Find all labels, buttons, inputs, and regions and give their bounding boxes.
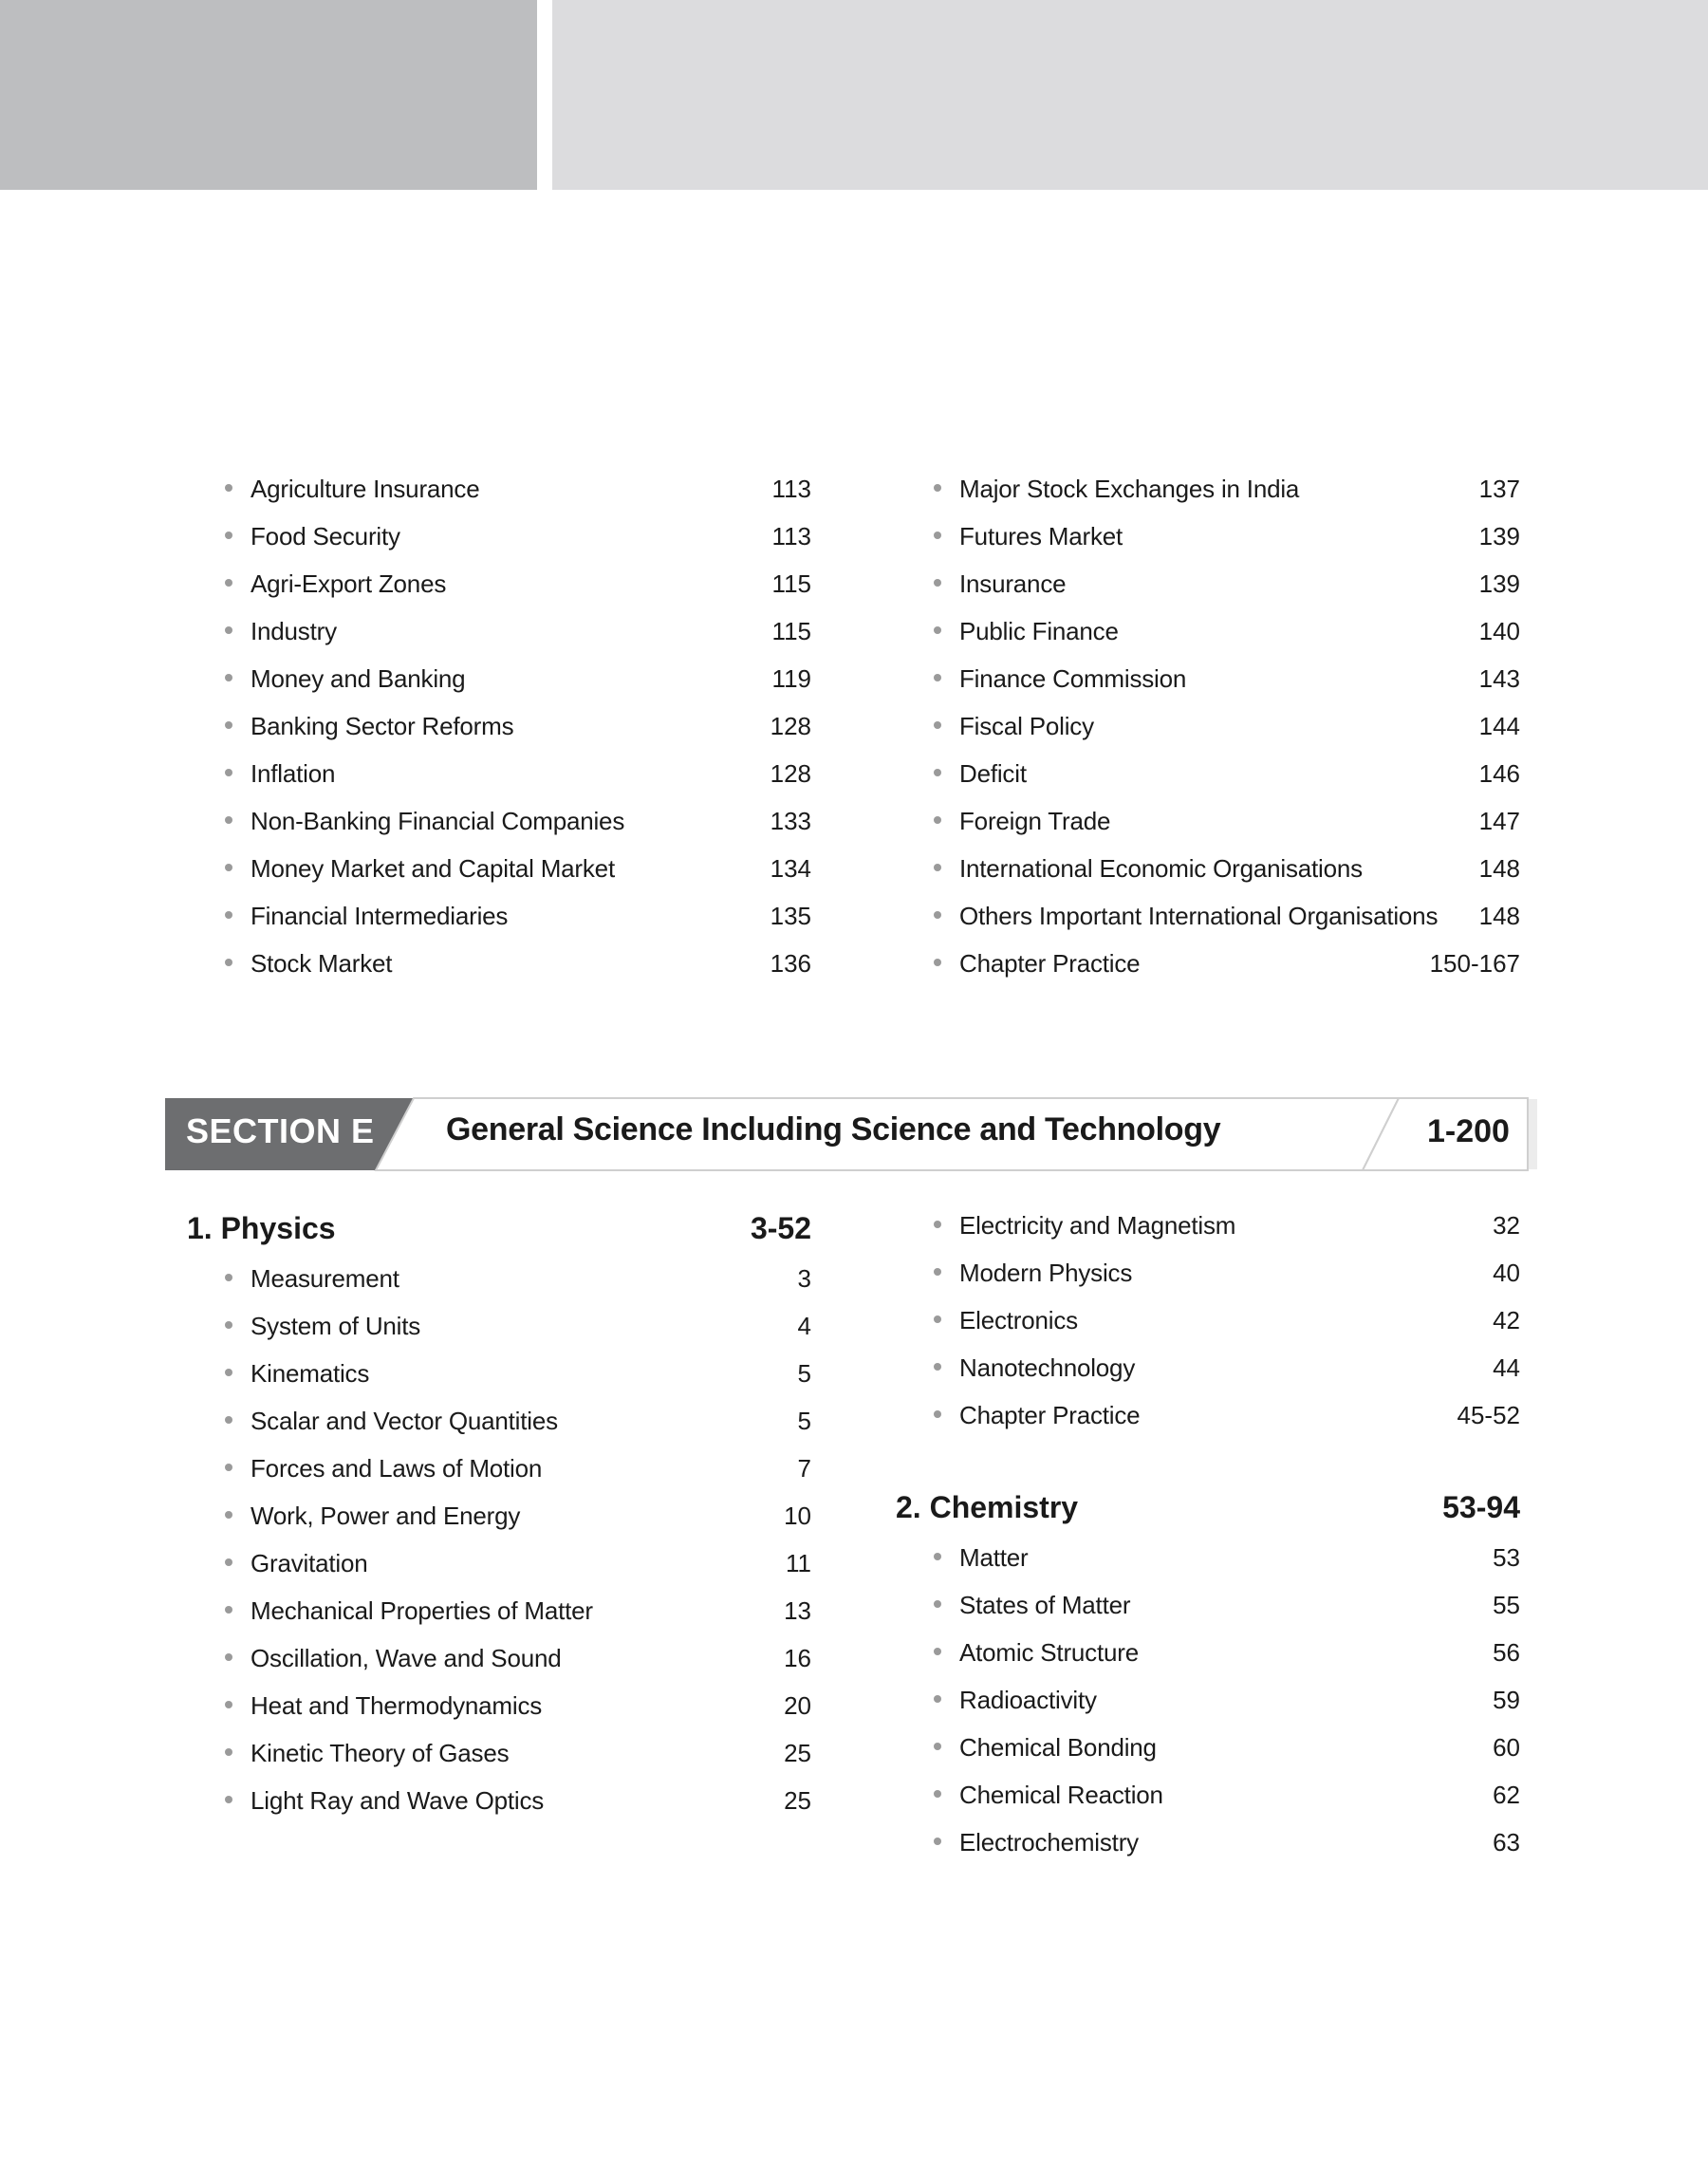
toc-entry-page: 133 — [770, 807, 811, 835]
bullet-icon — [225, 959, 232, 966]
toc-entry — [225, 607, 811, 655]
bullet-icon — [225, 674, 232, 681]
bullet-icon — [225, 1606, 232, 1614]
toc-entry-page: 134 — [770, 854, 811, 883]
chemistry-topic-list — [934, 1534, 1520, 1866]
toc-entry-page: 136 — [770, 949, 811, 978]
bullet-icon — [225, 1274, 232, 1281]
toc-entry-page: 55 — [1493, 1591, 1520, 1619]
bullet-icon — [225, 1369, 232, 1376]
toc-entry-page: 5 — [797, 1359, 811, 1388]
toc-entry-title: Fiscal Policy — [959, 712, 1094, 740]
toc-entry — [225, 892, 811, 940]
toc-entry-title: Others Important International Organisations — [959, 902, 1439, 930]
toc-entry-title: Nanotechnology — [959, 1353, 1136, 1382]
toc-entry-title: Electricity and Magnetism — [959, 1211, 1236, 1240]
toc-entry — [225, 465, 811, 513]
bullet-icon — [934, 1553, 941, 1560]
bullet-icon — [934, 484, 941, 492]
bullet-icon — [934, 1410, 941, 1418]
toc-entry-page: 53 — [1493, 1543, 1520, 1572]
section-banner — [165, 1093, 1541, 1173]
toc-entry-title: Kinetic Theory of Gases — [251, 1739, 510, 1767]
toc-entry-title: Kinematics — [251, 1359, 370, 1388]
toc-entry-page: 113 — [771, 475, 811, 503]
bullet-icon — [934, 1695, 941, 1703]
toc-entry-page: 150-167 — [1429, 949, 1520, 978]
header-block-right — [552, 0, 1708, 190]
toc-entry-page: 63 — [1493, 1828, 1520, 1856]
toc-entry-page: 62 — [1493, 1781, 1520, 1809]
bullet-icon — [934, 1743, 941, 1750]
toc-entry-title: Radioactivity — [959, 1686, 1097, 1714]
toc-entry-title: Gravitation — [251, 1549, 368, 1577]
toc-entry-title: Light Ray and Wave Optics — [251, 1786, 545, 1815]
toc-entry — [934, 513, 1520, 560]
toc-entry-page: 7 — [797, 1454, 811, 1483]
toc-entry-title: Measurement — [251, 1264, 399, 1293]
bullet-icon — [934, 1600, 941, 1608]
toc-entry-page: 146 — [1478, 759, 1520, 788]
toc-entry-page: 45-52 — [1457, 1401, 1520, 1429]
section-page-range: 1-200 — [1427, 1113, 1510, 1149]
bullet-icon — [225, 769, 232, 776]
toc-entry-title: Public Finance — [959, 617, 1119, 645]
bullet-icon — [934, 1790, 941, 1798]
toc-entry-page: 32 — [1493, 1211, 1520, 1240]
toc-entry-page: 135 — [770, 902, 811, 930]
toc-entry-page: 140 — [1478, 617, 1520, 645]
bullet-icon — [934, 1838, 941, 1845]
bullet-icon — [934, 959, 941, 966]
physics-topic-list — [225, 1255, 811, 1824]
chapter-heading-chemistry — [896, 1483, 1520, 1534]
toc-entry-title: Chapter Practice — [959, 949, 1141, 978]
toc-entry-page: 42 — [1493, 1306, 1520, 1334]
toc-entry — [934, 1391, 1520, 1439]
bullet-icon — [225, 1701, 232, 1708]
toc-entry-title: Finance Commission — [959, 664, 1187, 693]
toc-entry-title: Futures Market — [959, 522, 1123, 550]
toc-lower-right-column — [896, 1202, 1520, 1866]
toc-entry-page: 143 — [1478, 664, 1520, 693]
toc-entry-page: 20 — [784, 1691, 811, 1720]
bullet-icon — [934, 816, 941, 824]
toc-entry-page: 139 — [1478, 569, 1520, 598]
toc-entry-title: System of Units — [251, 1312, 421, 1340]
toc-entry — [225, 1397, 811, 1445]
bullet-icon — [934, 674, 941, 681]
toc-entry — [225, 1729, 811, 1777]
toc-entry-page: 144 — [1478, 712, 1520, 740]
toc-entry-title: Financial Intermediaries — [251, 902, 509, 930]
bullet-icon — [934, 626, 941, 634]
toc-entry-title: Stock Market — [251, 949, 393, 978]
bullet-icon — [225, 1653, 232, 1661]
toc-entry — [934, 1676, 1520, 1724]
bullet-icon — [934, 1363, 941, 1371]
toc-entry-page: 113 — [771, 522, 811, 550]
toc-entry — [225, 797, 811, 845]
toc-entry — [934, 1534, 1520, 1581]
bullet-icon — [225, 1416, 232, 1424]
bullet-icon — [225, 1464, 232, 1471]
toc-entry — [934, 845, 1520, 892]
toc-entry-title: Electronics — [959, 1306, 1078, 1334]
toc-entry — [934, 560, 1520, 607]
toc-entry-page: 40 — [1493, 1259, 1520, 1287]
toc-entry-title: Chapter Practice — [959, 1401, 1141, 1429]
bullet-icon — [934, 911, 941, 919]
bullet-icon — [934, 1648, 941, 1655]
toc-entry-page: 115 — [771, 617, 811, 645]
toc-entry-page: 128 — [770, 759, 811, 788]
toc-entry-title: Scalar and Vector Quantities — [251, 1407, 558, 1435]
toc-entry — [225, 1539, 811, 1587]
toc-entry — [225, 1587, 811, 1634]
bullet-icon — [934, 721, 941, 729]
toc-entry-page: 16 — [784, 1644, 811, 1672]
toc-entry — [934, 702, 1520, 750]
toc-entry-page: 139 — [1478, 522, 1520, 550]
toc-entry-page: 147 — [1478, 807, 1520, 835]
toc-entry-page: 148 — [1478, 902, 1520, 930]
toc-entry — [934, 1771, 1520, 1819]
chapter-page-range: 3-52 — [750, 1211, 811, 1245]
chapter-title: 2. Chemistry — [896, 1490, 1079, 1524]
toc-entry — [934, 465, 1520, 513]
bullet-icon — [934, 769, 941, 776]
bullet-icon — [225, 532, 232, 539]
toc-entry-title: Food Security — [251, 522, 400, 550]
bullet-icon — [225, 1511, 232, 1519]
bullet-icon — [225, 1558, 232, 1566]
toc-entry — [225, 513, 811, 560]
chapter-title: 1. Physics — [187, 1211, 336, 1245]
bullet-icon — [225, 626, 232, 634]
bullet-icon — [225, 864, 232, 871]
toc-entry-title: Agriculture Insurance — [251, 475, 480, 503]
toc-entry — [934, 1249, 1520, 1297]
toc-entry — [934, 607, 1520, 655]
bullet-icon — [225, 1748, 232, 1756]
toc-entry — [934, 797, 1520, 845]
toc-entry — [225, 845, 811, 892]
toc-entry — [225, 1255, 811, 1302]
toc-entry — [934, 1819, 1520, 1866]
toc-entry-title: Foreign Trade — [959, 807, 1111, 835]
toc-entry-title: Agri-Export Zones — [251, 569, 447, 598]
toc-entry-title: Deficit — [959, 759, 1027, 788]
toc-entry — [225, 702, 811, 750]
toc-entry-page: 10 — [784, 1502, 811, 1530]
toc-entry-page: 13 — [784, 1596, 811, 1625]
toc-entry — [934, 1344, 1520, 1391]
toc-entry — [225, 940, 811, 987]
header-block-left — [0, 0, 537, 190]
toc-entry-title: Insurance — [959, 569, 1067, 598]
toc-entry-title: Chemical Bonding — [959, 1733, 1157, 1762]
section-label: SECTION E — [186, 1111, 375, 1150]
toc-entry — [934, 892, 1520, 940]
toc-entry-title: Modern Physics — [959, 1259, 1133, 1287]
bullet-icon — [225, 721, 232, 729]
toc-entry — [225, 655, 811, 702]
toc-entry-page: 5 — [797, 1407, 811, 1435]
toc-entry-title: International Economic Organisations — [959, 854, 1363, 883]
toc-entry-title: Matter — [959, 1543, 1029, 1572]
toc-entry-title: Mechanical Properties of Matter — [251, 1596, 593, 1625]
toc-entry — [225, 1682, 811, 1729]
toc-entry-title: Industry — [251, 617, 337, 645]
toc-entry-page: 25 — [784, 1786, 811, 1815]
toc-entry-page: 25 — [784, 1739, 811, 1767]
toc-entry-title: Non-Banking Financial Companies — [251, 807, 625, 835]
bullet-icon — [934, 864, 941, 871]
bullet-icon — [934, 1315, 941, 1323]
toc-top-right-column — [934, 465, 1520, 987]
toc-entry — [225, 1445, 811, 1492]
toc-entry-title: Forces and Laws of Motion — [251, 1454, 543, 1483]
toc-entry-page: 3 — [797, 1264, 811, 1293]
toc-entry — [934, 1297, 1520, 1344]
chapter-heading-physics — [187, 1203, 811, 1255]
toc-entry-title: Major Stock Exchanges in India — [959, 475, 1300, 503]
toc-top-left-column — [225, 465, 811, 987]
bullet-icon — [225, 484, 232, 492]
toc-entry-title: Heat and Thermodynamics — [251, 1691, 543, 1720]
toc-entry-page: 128 — [770, 712, 811, 740]
toc-entry-page: 115 — [771, 569, 811, 598]
bullet-icon — [934, 579, 941, 587]
bullet-icon — [934, 1268, 941, 1276]
toc-entry-title: Money and Banking — [251, 664, 466, 693]
toc-entry — [225, 560, 811, 607]
toc-entry-title: Oscillation, Wave and Sound — [251, 1644, 562, 1672]
toc-entry — [225, 750, 811, 797]
toc-entry — [225, 1777, 811, 1824]
bullet-icon — [934, 532, 941, 539]
toc-entry-page: 59 — [1493, 1686, 1520, 1714]
toc-lower-left-column — [187, 1203, 811, 1824]
toc-entry — [225, 1492, 811, 1539]
toc-entry-page: 137 — [1478, 475, 1520, 503]
chapter-page-range: 53-94 — [1442, 1490, 1520, 1524]
toc-entry-page: 60 — [1493, 1733, 1520, 1762]
toc-entry — [225, 1302, 811, 1350]
toc-entry-title: Atomic Structure — [959, 1638, 1139, 1667]
toc-entry-page: 56 — [1493, 1638, 1520, 1667]
toc-entry-title: Electrochemistry — [959, 1828, 1139, 1856]
bullet-icon — [225, 816, 232, 824]
bullet-icon — [225, 911, 232, 919]
toc-entry — [934, 1724, 1520, 1771]
bullet-icon — [225, 1796, 232, 1803]
toc-entry-title: Work, Power and Energy — [251, 1502, 521, 1530]
bullet-icon — [225, 1321, 232, 1329]
toc-entry-page: 119 — [771, 664, 811, 693]
toc-entry-title: Inflation — [251, 759, 336, 788]
toc-entry — [225, 1634, 811, 1682]
bullet-icon — [225, 579, 232, 587]
toc-entry — [934, 940, 1520, 987]
toc-entry-title: Banking Sector Reforms — [251, 712, 514, 740]
physics-topic-list-continued — [934, 1202, 1520, 1439]
toc-entry — [225, 1350, 811, 1397]
toc-entry — [934, 750, 1520, 797]
toc-entry — [934, 1202, 1520, 1249]
toc-entry — [934, 1581, 1520, 1629]
toc-entry-page: 4 — [797, 1312, 811, 1340]
toc-entry — [934, 1629, 1520, 1676]
toc-entry-page: 44 — [1493, 1353, 1520, 1382]
section-title: General Science Including Science and Technology — [446, 1111, 1221, 1147]
toc-entry-page: 11 — [786, 1549, 811, 1577]
toc-entry-title: Money Market and Capital Market — [251, 854, 615, 883]
toc-entry-title: Chemical Reaction — [959, 1781, 1163, 1809]
toc-entry-page: 148 — [1478, 854, 1520, 883]
bullet-icon — [934, 1221, 941, 1228]
toc-entry — [934, 655, 1520, 702]
toc-entry-title: States of Matter — [959, 1591, 1131, 1619]
